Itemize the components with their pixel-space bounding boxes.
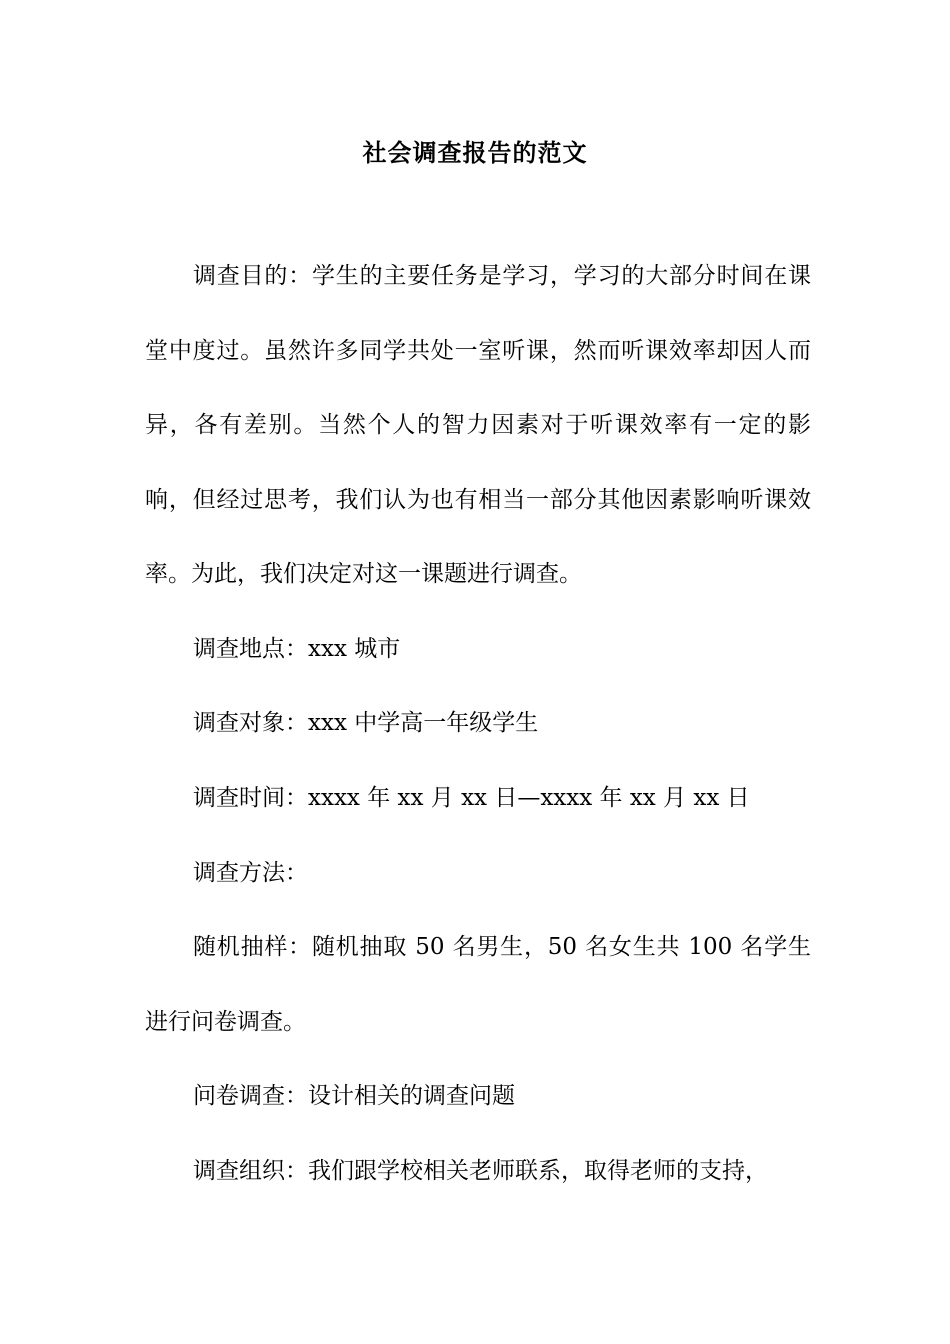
paragraph-purpose: 调查目的：学生的主要任务是学习，学习的大部分时间在课堂中度过。虽然许多同学共处一室听课，然而听课效率却因人而异，各有差别。当然个人的智力因素对于听课效率有一定的影响，但经过思考，我们认为也有相当一部分其他因素影响听课效率。为此，我们决定对这一课题进行调查。: [145, 263, 811, 587]
paragraph-time: 调查时间：xxxx 年 xx 月 xx 日—xxxx 年 xx 月 xx 日: [193, 785, 750, 811]
paragraph-random-sampling: 随机抽样：随机抽取 50 名男生，50 名女生共 100 名学生进行问卷调查。: [145, 934, 811, 1035]
paragraph-organization: 调查组织：我们跟学校相关老师联系，取得老师的支持，: [193, 1158, 768, 1184]
document-title: 社会调查报告的范文: [362, 138, 588, 167]
paragraph-subject: 调查对象：xxx 中学高一年级学生: [193, 710, 539, 736]
paragraph-method: 调查方法：: [193, 860, 308, 886]
paragraph-location: 调查地点：xxx 城市: [193, 636, 401, 662]
paragraph-questionnaire: 问卷调查：设计相关的调查问题: [193, 1083, 515, 1109]
